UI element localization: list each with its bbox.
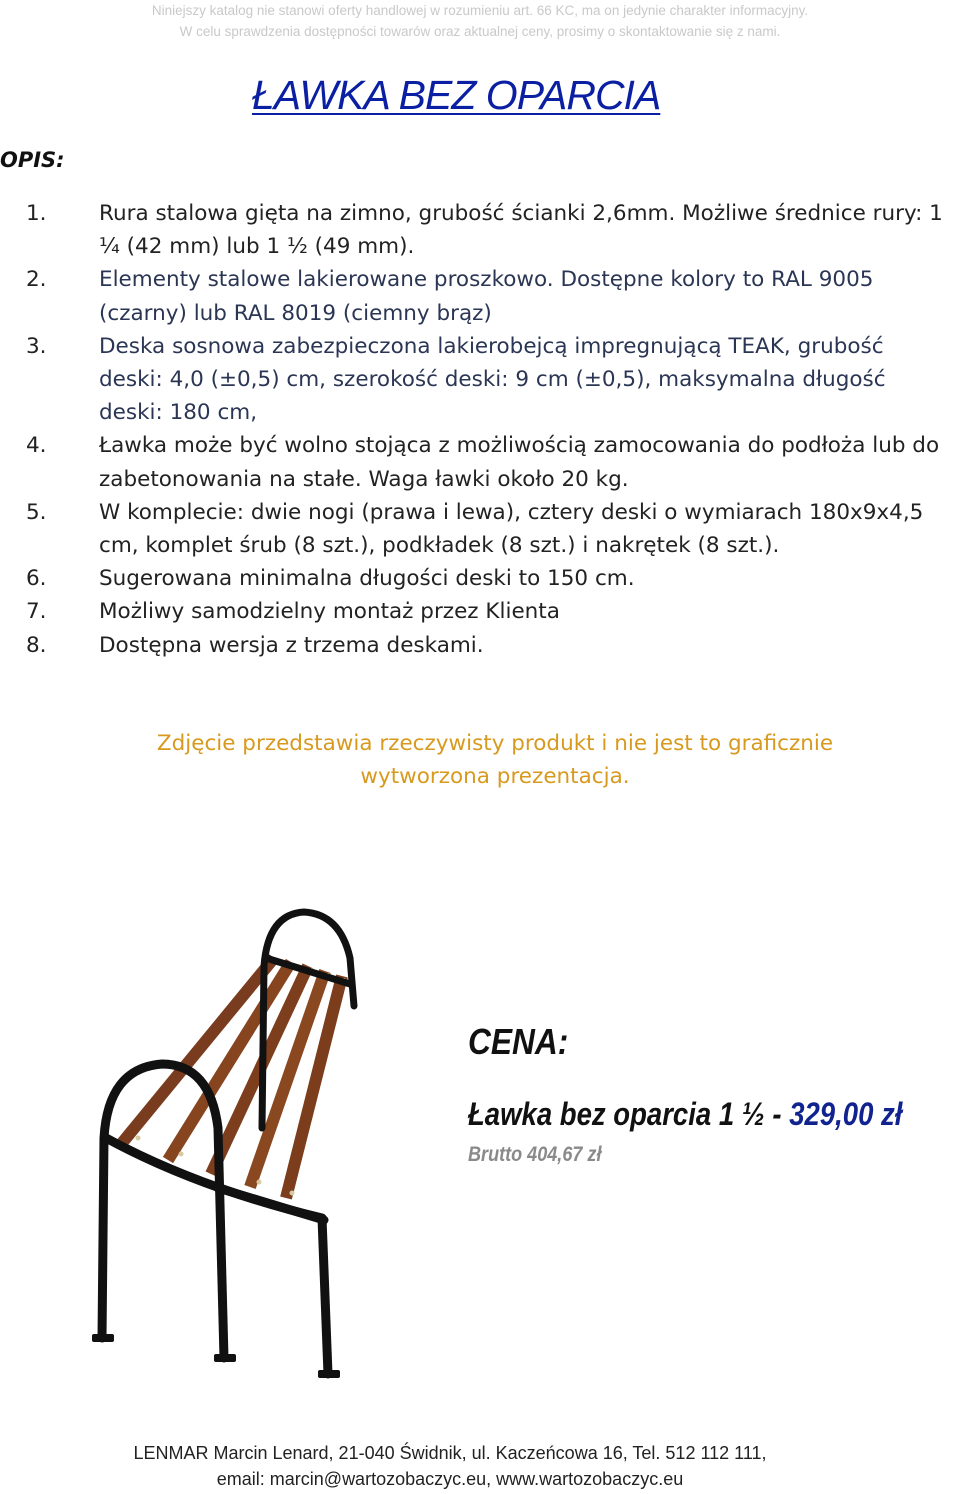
list-item (26, 496, 946, 562)
price-value: 329,00 zł (789, 1096, 903, 1132)
photo-note (0, 727, 960, 793)
disclaimer-line-2: W celu sprawdzenia dostępności towarów oraz aktualnej ceny, prosimy o skontaktowanie się z nami. (179, 24, 781, 39)
bench-image (78, 888, 468, 1388)
disclaimer (0, 0, 960, 42)
list-item-text: Możliwy samodzielny montaż przez Klienta (99, 599, 560, 625)
list-item-number: 5. (26, 499, 47, 525)
footer (0, 1440, 900, 1492)
list-item-number: 1. (26, 201, 47, 226)
list-item (26, 330, 946, 430)
list-item-number: 8. (26, 632, 47, 658)
list-item (26, 629, 946, 662)
list-item-text: W komplecie: dwie nogi (prawa i lewa), cztery deski o wymiarach 180x9x4,5 cm, komplet śrub (8 szt.), podkładek (8 szt.) i nakrętek (8 szt.). (99, 499, 924, 559)
footer-address: LENMAR Marcin Lenard, 21-040 Świdnik, ul. Kaczeńcowa 16, Tel. 512 112 111, (133, 1443, 767, 1463)
list-item (26, 595, 946, 628)
list-item (26, 263, 946, 329)
photo-note-line-2: wytworzona prezentacja. (360, 764, 630, 789)
price-label: CENA: (468, 1021, 569, 1062)
page-title: ŁAWKA BEZ OPARCIA (252, 72, 661, 118)
list-item (26, 429, 946, 495)
list-item-number: 3. (26, 333, 47, 359)
bench-front-frame (102, 1064, 328, 1374)
disclaimer-line-1: Niniejszy katalog nie stanowi oferty handlowej w rozumieniu art. 66 KC, ma on jedynie charakter informacyjny. (151, 3, 809, 18)
list-item-number: 6. (26, 566, 47, 592)
list-item-number: 2. (26, 267, 47, 293)
list-item-text: Deska sosnowa zabezpieczona lakierobejcą impregnującą TEAK, grubość deski: 4,0 (±0,5) cm, szerokość deski: 9 cm (±0,5), maksymalna długość deski: 180 cm, (99, 333, 886, 426)
footer-contact: email: marcin@wartozobaczyc.eu, www.wartozobaczyc.eu (216, 1469, 684, 1489)
list-item-text: Rura stalowa gięta na zimno, grubość ścianki 2,6mm. Możliwe średnice rury: 1 ¼ (42 mm) lub 1 ½ (49 mm). (99, 201, 943, 260)
description-list (26, 197, 946, 662)
list-item-text: Elementy stalowe lakierowane proszkowo. Dostępne kolory to RAL 9005 (czarny) lub RAL 8019 (ciemny brąz) (99, 267, 874, 326)
list-item-number: 7. (26, 599, 47, 625)
list-item (26, 562, 946, 595)
list-item (26, 197, 946, 263)
list-item-text: Sugerowana minimalna długości deski to 150 cm. (99, 566, 635, 592)
list-item-number: 4. (26, 433, 47, 459)
description-label: OPIS: (0, 148, 65, 172)
price-line (468, 1092, 902, 1136)
product-name: Ławka bez oparcia 1 ½ - (468, 1096, 782, 1132)
list-item-text: Ławka może być wolno stojąca z możliwością zamocowania do podłoża lub do zabetonowania na stałe. Waga ławki około 20 kg. (99, 433, 940, 492)
gross-price: Brutto 404,67 zł (468, 1143, 602, 1166)
bench-feet (92, 1334, 340, 1378)
list-item-text: Dostępna wersja z trzema deskami. (99, 632, 484, 658)
photo-note-line-1: Zdjęcie przedstawia rzeczywisty produkt i nie jest to graficznie (156, 731, 834, 756)
